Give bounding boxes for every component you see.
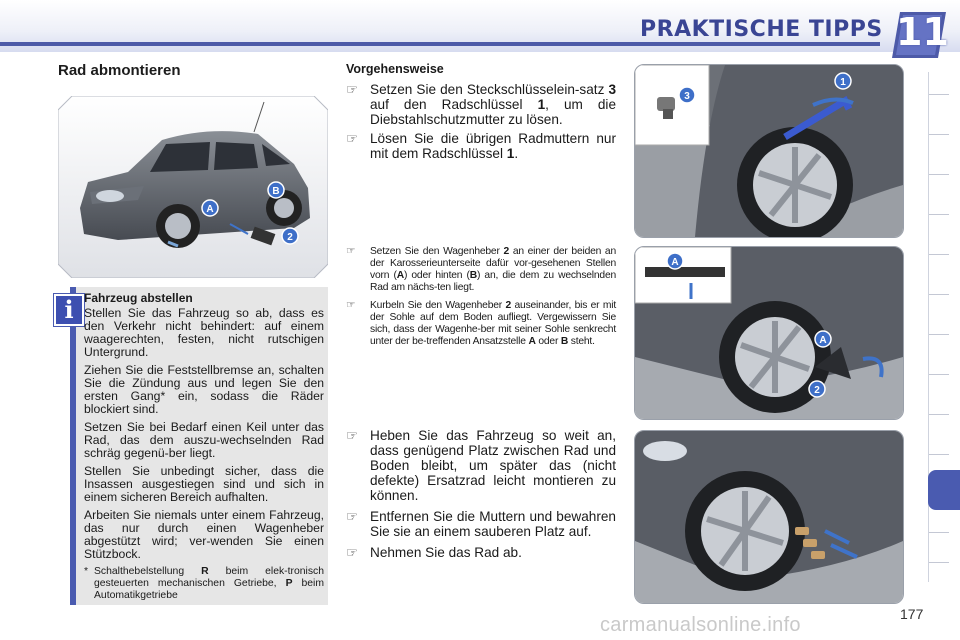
- step-3: ☞ Setzen Sie den Wagenheber 2 an einer der beiden an der Karosserieunterseite dafür vor-gesehenen Stellen vorn (A) oder hinten (B) an, die dem zu wechselnden Rad am nächs-ten liegt.: [346, 246, 616, 293]
- bullet-hand-icon: ☞: [346, 509, 359, 524]
- header-rule: [0, 42, 880, 46]
- info-icon: i: [54, 294, 84, 326]
- car-illustration: [58, 96, 328, 278]
- info-heading: Fahrzeug abstellen: [84, 291, 193, 305]
- procedure-steps-middle: [346, 246, 616, 352]
- car-label-a: A: [206, 204, 214, 215]
- chapter-number: 11: [896, 10, 949, 54]
- photo-remove-nuts: [634, 430, 904, 604]
- photo-wheel-wrench: [634, 64, 904, 238]
- photo2-label-2: 2: [814, 385, 820, 396]
- watermark: carmanualsonline.info: [600, 614, 801, 636]
- photo-jack-position: [634, 246, 904, 420]
- info-paragraph: Stellen Sie unbedingt sicher, dass die Insassen ausgestiegen sind und sich in einem sicheren Bereich aufhalten.: [84, 464, 324, 504]
- photo1-label-1: 1: [840, 77, 846, 88]
- step-7: ☞ Nehmen Sie das Rad ab.: [346, 545, 522, 560]
- photo1-label-3: 3: [684, 91, 690, 102]
- procedure-steps-top: [346, 82, 616, 165]
- bullet-hand-icon: ☞: [346, 246, 356, 257]
- car-label-b: B: [272, 186, 280, 197]
- step-6: ☞ Entfernen Sie die Muttern und bewahren Sie sie an einem sauberen Platz auf.: [346, 509, 616, 539]
- page-number: 177: [900, 606, 924, 622]
- info-footnote: * Schalthebelstellung R beim elek-tronisch gesteuerten mechanischen Getriebe, P beim Automatikgetriebe: [84, 566, 325, 601]
- step-1: ☞ Setzen Sie den Steckschlüsselein-satz 3 auf den Radschlüssel 1, um die Diebstahlschutzmutter zu lösen.: [346, 82, 617, 127]
- page-title: PRAKTISCHE TIPPS: [640, 17, 883, 42]
- info-box-accent-bar: [70, 287, 76, 605]
- info-paragraph: Ziehen Sie die Feststellbremse an, schalten Sie die Zündung aus und legen Sie den ersten Gang* ein, sodass die Räder blockiert sind.: [84, 363, 324, 416]
- step-5: ☞ Heben Sie das Fahrzeug so weit an, dass genügend Platz zwischen Rad und Boden bleibt, um später das (nicht defekte) Ersatzrad leicht montieren zu können.: [346, 428, 616, 503]
- car-label-2: 2: [287, 232, 293, 243]
- photo2-label-a-inset: A: [671, 257, 679, 268]
- procedure-heading: Vorgehensweise: [346, 62, 444, 76]
- info-paragraph: Arbeiten Sie niemals unter einem Fahrzeug, das nur durch einen Wagenheber abgestützt wird; ver-wenden Sie einen Stützbock.: [84, 508, 324, 561]
- section-title: Rad abmontieren: [58, 62, 181, 79]
- active-chapter-tab[interactable]: [928, 470, 960, 510]
- info-box-text: [84, 292, 324, 602]
- info-paragraph: Setzen Sie bei Bedarf einen Keil unter das Rad, das dem auszu-wechselnden Rad schräg gegenü-ber liegt.: [84, 420, 324, 460]
- bullet-hand-icon: ☞: [346, 300, 356, 311]
- bullet-hand-icon: ☞: [346, 545, 359, 560]
- photo2-label-a: A: [819, 335, 827, 346]
- info-paragraph: Stellen Sie das Fahrzeug so ab, dass es den Verkehr nicht behindert: auf einem waagerechten, festen, nicht rutschigen Untergrund.: [84, 306, 324, 359]
- bullet-hand-icon: ☞: [346, 428, 359, 443]
- bullet-hand-icon: ☞: [346, 131, 359, 146]
- step-4: ☞ Kurbeln Sie den Wagenheber 2 auseinander, bis er mit der Sohle auf dem Boden aufliegt. Vergewissern Sie sich, dass der Wagenhe-ber mit seiner Sohle senkrecht unter der be-treffenden Ansatzstelle A oder B steht.: [346, 300, 617, 347]
- procedure-steps-bottom: [346, 428, 616, 564]
- step-2: ☞ Lösen Sie die übrigen Radmuttern nur mit dem Radschlüssel 1.: [346, 131, 616, 161]
- bullet-hand-icon: ☞: [346, 82, 359, 97]
